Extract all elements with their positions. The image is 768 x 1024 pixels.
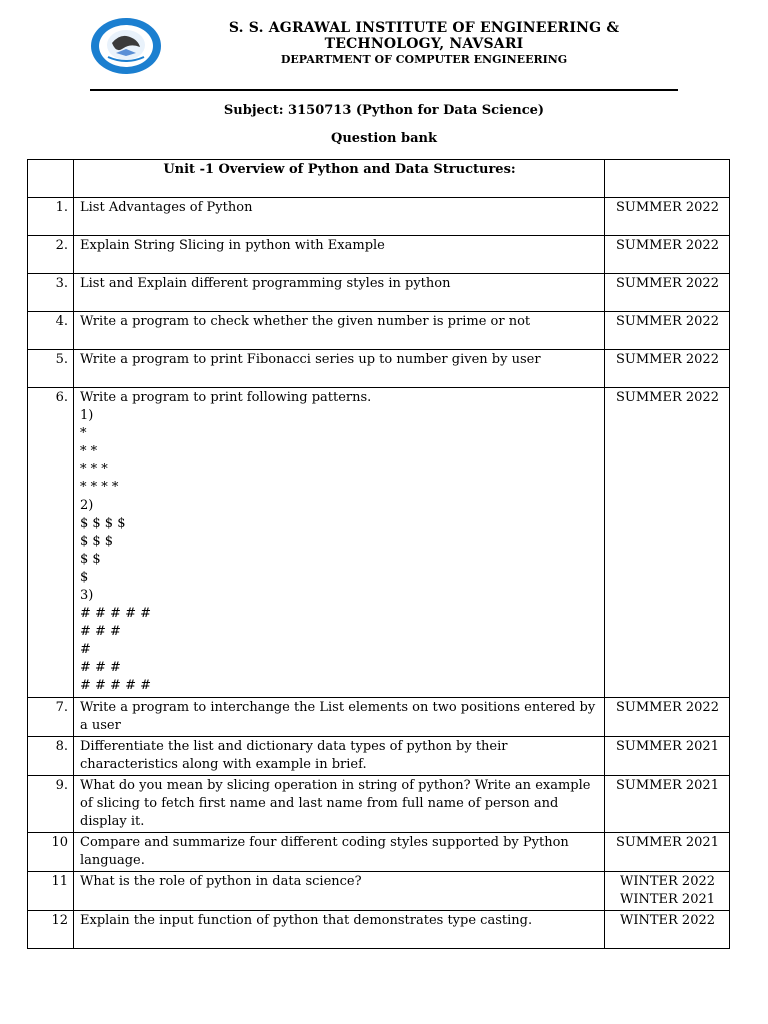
pattern-line: * (80, 426, 87, 441)
exam-session-cell (605, 872, 730, 911)
department-name: DEPARTMENT OF COMPUTER ENGINEERING (280, 53, 568, 66)
table-row (28, 776, 730, 833)
exam-session: SUMMER 2022 (605, 388, 730, 698)
exam-session: SUMMER 2022 (605, 698, 730, 737)
pattern-line: 2) (80, 498, 94, 513)
pattern-line: # # # (80, 624, 121, 639)
pattern-line: $ $ $ $ (80, 516, 126, 531)
question-text: What is the role of python in data science? (74, 872, 605, 911)
question-text: Write a program to check whether the given number is prime or not (74, 312, 605, 350)
question-table (27, 159, 730, 949)
pattern-line: $ (80, 570, 89, 585)
unit-title: Unit -1 Overview of Python and Data Structures: (74, 160, 605, 198)
question-number: 5. (28, 350, 74, 388)
exam-session: SUMMER 2021 (605, 737, 730, 776)
question-text: What do you mean by slicing operation in string of python? Write an example of slicing to fetch first name and last name from full name of person and display it. (74, 776, 605, 833)
table-row (28, 833, 730, 872)
question-text: Write a program to print Fibonacci series up to number given by user (74, 350, 605, 388)
question-number: 6. (28, 388, 74, 698)
pattern-line: # (80, 642, 91, 657)
question-number: 1. (28, 198, 74, 236)
pattern-line: $ $ (80, 552, 101, 567)
pattern-line: * * * (80, 462, 108, 477)
pattern-line: # # # # # (80, 606, 151, 621)
question-number: 2. (28, 236, 74, 274)
question-text: List Advantages of Python (74, 198, 605, 236)
question-number: 8. (28, 737, 74, 776)
question-text: Write a program to print following patterns. (80, 390, 372, 405)
unit-header-row (28, 160, 730, 198)
pattern-line: * * (80, 444, 98, 459)
table-row (28, 698, 730, 737)
table-row (28, 872, 730, 911)
exam-session: SUMMER 2021 (605, 833, 730, 872)
table-row (28, 350, 730, 388)
table-row (28, 198, 730, 236)
exam-session: SUMMER 2022 (605, 198, 730, 236)
question-number: 11 (28, 872, 74, 911)
question-number: 10 (28, 833, 74, 872)
pattern-line: $ $ $ (80, 534, 114, 549)
institute-logo (90, 17, 162, 75)
question-number: 7. (28, 698, 74, 737)
table-row (28, 312, 730, 350)
question-number: 3. (28, 274, 74, 312)
question-number: 9. (28, 776, 74, 833)
question-text: Differentiate the list and dictionary data types of python by their characteristics along with example in brief. (74, 737, 605, 776)
institute-name: S. S. AGRAWAL INSTITUTE OF ENGINEERING & TECHNOLOGY, NAVSARI (228, 20, 620, 52)
exam-session: WINTER 2022 (605, 911, 730, 949)
pattern-line: # # # (80, 660, 121, 675)
question-number: 4. (28, 312, 74, 350)
unit-num-cell (28, 160, 74, 198)
exam-session: SUMMER 2022 (605, 312, 730, 350)
exam-session: WINTER 2022 (619, 874, 716, 889)
question-text: Explain String Slicing in python with Example (74, 236, 605, 274)
table-row (28, 274, 730, 312)
question-text: Compare and summarize four different coding styles supported by Python language. (74, 833, 605, 872)
question-text-cell (74, 388, 605, 698)
table-row (28, 911, 730, 949)
pattern-line: 3) (80, 588, 94, 603)
subject-line: Subject: 3150713 (Python for Data Science) (223, 103, 545, 118)
exam-session: WINTER 2021 (619, 892, 716, 907)
pattern-line: # # # # # (80, 678, 151, 693)
table-row (28, 388, 730, 698)
table-row (28, 737, 730, 776)
exam-session: SUMMER 2022 (605, 236, 730, 274)
table-row (28, 236, 730, 274)
pattern-line: * * * * (80, 480, 119, 495)
question-number: 12 (28, 911, 74, 949)
unit-session-cell (605, 160, 730, 198)
question-text: Explain the input function of python that demonstrates type casting. (74, 911, 605, 949)
header-divider (90, 89, 678, 91)
exam-session: SUMMER 2022 (605, 274, 730, 312)
document-title: Question bank (331, 131, 437, 146)
exam-session: SUMMER 2022 (605, 350, 730, 388)
question-text: Write a program to interchange the List elements on two positions entered by a user (74, 698, 605, 737)
exam-session: SUMMER 2021 (605, 776, 730, 833)
question-text: List and Explain different programming styles in python (74, 274, 605, 312)
pattern-line: 1) (80, 408, 94, 423)
